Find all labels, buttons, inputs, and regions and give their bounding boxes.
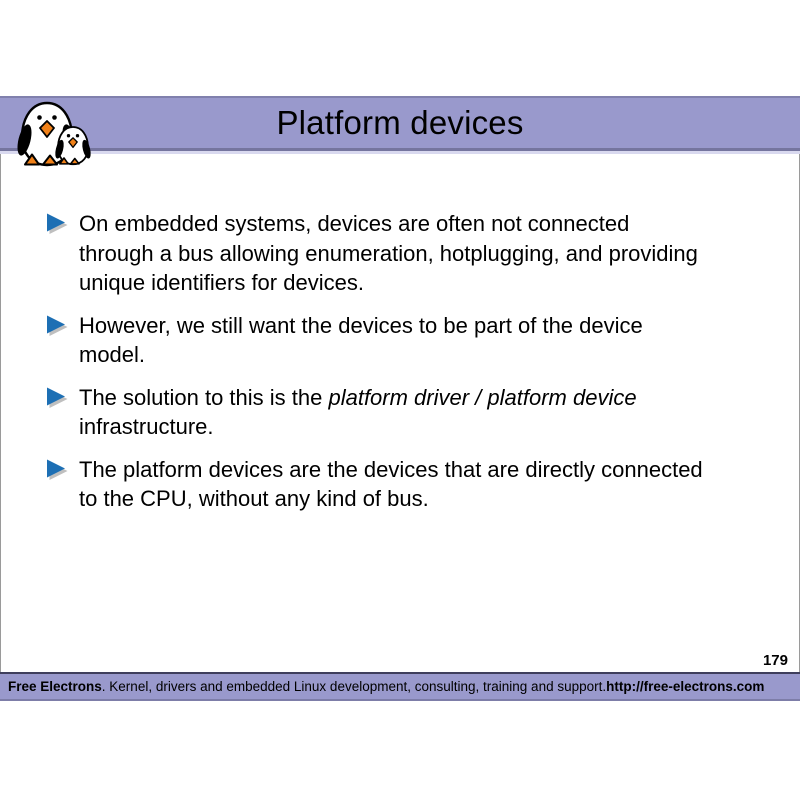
bullet-triangle-icon bbox=[45, 211, 69, 235]
bullet-line: infrastructure. bbox=[79, 414, 214, 439]
bullet-line: model. bbox=[79, 342, 146, 367]
bullet-triangle-icon bbox=[45, 313, 69, 337]
bullet-text bbox=[79, 209, 698, 298]
page-number: 179 bbox=[762, 652, 788, 669]
footer-bar bbox=[0, 674, 800, 699]
slide-body bbox=[0, 154, 800, 672]
bullet-line: unique identifiers for devices. bbox=[79, 270, 364, 295]
bullet-triangle-icon bbox=[45, 457, 69, 481]
bullet-item bbox=[45, 383, 799, 442]
bullet-item bbox=[45, 311, 799, 370]
bullet-item bbox=[45, 455, 799, 514]
bullet-text bbox=[79, 455, 703, 514]
footer-text: . Kernel, drivers and embedded Linux development, consulting, training and support. bbox=[101, 679, 607, 694]
slide-footer bbox=[0, 672, 800, 701]
bullet-text-plain: The solution to this is the bbox=[79, 384, 329, 410]
bullet-text-italic: platform driver / platform device bbox=[328, 384, 637, 410]
footer-bottom-edge bbox=[0, 699, 800, 701]
bullet-text bbox=[79, 383, 637, 442]
bullet-list bbox=[1, 154, 799, 514]
bullet-line: to the CPU, without any kind of bus. bbox=[79, 486, 429, 511]
bullet-line: However, we still want the devices to be part of the device bbox=[79, 312, 643, 338]
header-bar bbox=[0, 98, 800, 148]
bullet-line: The platform devices are the devices that are directly connected bbox=[79, 456, 703, 482]
penguins-logo-icon bbox=[2, 98, 112, 170]
bullet-text bbox=[79, 311, 643, 370]
bullet-line: On embedded systems, devices are often not connected bbox=[79, 211, 630, 236]
bullet-line: through a bus allowing enumeration, hotplugging, and providing bbox=[79, 240, 698, 266]
footer-brand: Free Electrons bbox=[8, 679, 102, 694]
footer-url: http://free-electrons.com bbox=[606, 679, 765, 694]
bullet-line bbox=[79, 383, 637, 413]
bullet-item bbox=[45, 209, 799, 298]
slide-title: Platform devices bbox=[276, 104, 524, 141]
bullet-triangle-icon bbox=[45, 385, 69, 409]
slide-header bbox=[0, 96, 800, 154]
